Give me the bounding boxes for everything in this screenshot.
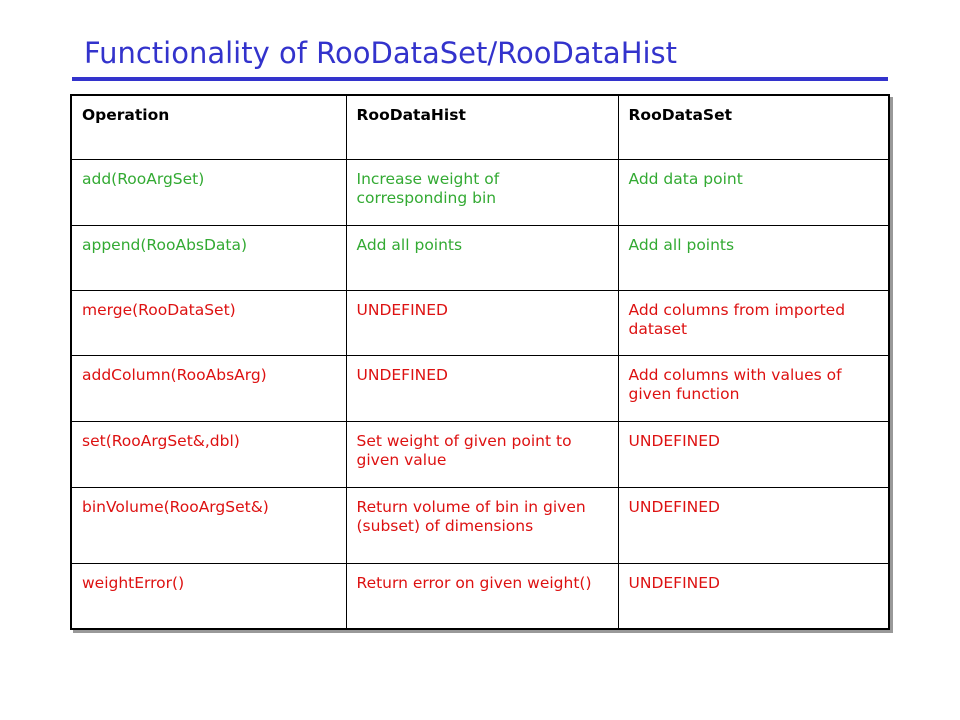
cell-operation: weightError() — [71, 563, 346, 629]
cell-operation: append(RooAbsData) — [71, 225, 346, 290]
header-row — [71, 95, 889, 159]
cell-roodataset: Add columns with values of given function — [618, 355, 889, 421]
cell-operation: merge(RooDataSet) — [71, 290, 346, 355]
table-row — [71, 355, 889, 421]
table-row — [71, 159, 889, 225]
cell-operation: addColumn(RooAbsArg) — [71, 355, 346, 421]
header-operation: Operation — [71, 95, 346, 159]
cell-roodataset: Add data point — [618, 159, 889, 225]
table-row — [71, 290, 889, 355]
cell-roodataset: Add all points — [618, 225, 889, 290]
functionality-table — [70, 94, 890, 630]
cell-roodatahist: Increase weight of corresponding bin — [346, 159, 618, 225]
cell-roodatahist: Return error on given weight() — [346, 563, 618, 629]
cell-roodatahist: UNDEFINED — [346, 290, 618, 355]
cell-roodataset: UNDEFINED — [618, 563, 889, 629]
cell-roodatahist: Add all points — [346, 225, 618, 290]
cell-operation: add(RooArgSet) — [71, 159, 346, 225]
table-row — [71, 563, 889, 629]
cell-roodataset: Add columns from imported dataset — [618, 290, 889, 355]
table-row — [71, 225, 889, 290]
header-roodataset: RooDataSet — [618, 95, 889, 159]
cell-roodatahist: Set weight of given point to given value — [346, 421, 618, 487]
table-row — [71, 487, 889, 563]
header-roodatahist: RooDataHist — [346, 95, 618, 159]
table-row — [71, 421, 889, 487]
cell-roodatahist: Return volume of bin in given (subset) of dimensions — [346, 487, 618, 563]
cell-roodataset: UNDEFINED — [618, 421, 889, 487]
cell-operation: set(RooArgSet&,dbl) — [71, 421, 346, 487]
cell-operation: binVolume(RooArgSet&) — [71, 487, 346, 563]
cell-roodatahist: UNDEFINED — [346, 355, 618, 421]
title-underline — [72, 77, 888, 81]
page-title: Functionality of RooDataSet/RooDataHist — [84, 36, 678, 70]
cell-roodataset: UNDEFINED — [618, 487, 889, 563]
